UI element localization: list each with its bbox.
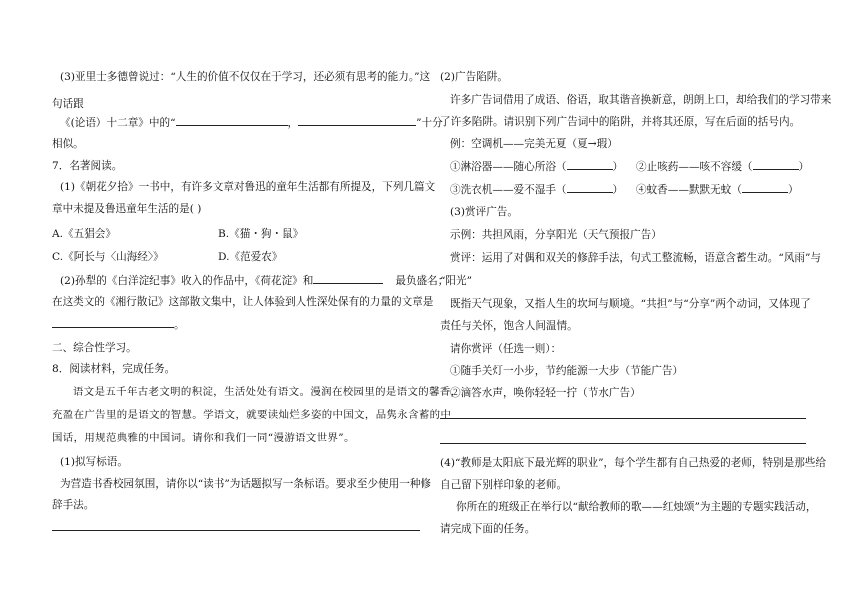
sample: 示例：共担风雨，分享阳光（天气预报广告） bbox=[450, 229, 662, 241]
q3-line3-suffix: ”十分 bbox=[416, 117, 443, 129]
q7-1-line1: (1)《朝花夕拾》一书中，有许多文章对鲁迅的童年生活都有所提及，下列几篇文 bbox=[60, 181, 436, 193]
answer-blank-ad4[interactable] bbox=[742, 182, 788, 193]
ad-3-text: ③洗衣机——爱不湿手（ bbox=[450, 184, 567, 196]
q7-1-line2: 章中未提及鲁迅童年生活的是( ) bbox=[52, 203, 202, 215]
ad-4 bbox=[636, 182, 799, 197]
ad-4-text: ④蚊香——默默无蚊（ bbox=[636, 184, 742, 196]
material-line2: 充盈在广告里的是语文的智慧。学语文，就要读灿烂多姿的中国文，品隽永含蓄的中 bbox=[52, 409, 452, 421]
q3-line2: 句话跟 bbox=[52, 98, 84, 110]
q7-2-line1-prefix: (2)孙犁的《白洋淀纪事》收入的作品中，《荷花淀》和 bbox=[60, 275, 314, 287]
review-line1: 赏评：运用了对偶和双关的修辞手法，句式工整流畅，语意含蓄生动。“风雨”与 bbox=[450, 252, 822, 264]
ad-3 bbox=[450, 182, 623, 197]
q8-title: 8．阅读材料，完成任务。 bbox=[52, 363, 176, 375]
ad-2-close: ） bbox=[798, 161, 810, 173]
option-b[interactable]: B.《猫・狗・鼠》 bbox=[218, 228, 304, 240]
answer-line-review-2[interactable] bbox=[440, 443, 806, 444]
q3-line4: 相似。 bbox=[52, 138, 84, 150]
q7-2-line2: 在这类文的《湘行散记》这部散文集中，让人体验到人性深处保有的力量的文章是 bbox=[52, 296, 434, 308]
q7-2-line3-end: 。 bbox=[174, 319, 185, 331]
ad-2-text: ②止咳药——咳不容缓（ bbox=[636, 161, 753, 173]
q8-1-heading: (1)拟写标语。 bbox=[60, 456, 128, 468]
q8-1-line2: 辞手法。 bbox=[52, 499, 95, 511]
q7-2-line1 bbox=[60, 273, 448, 288]
ad-1-close: ） bbox=[612, 161, 624, 173]
section-2-heading: 二、综合性学习。 bbox=[52, 342, 137, 354]
q8-2-heading: (2)广告陷阱。 bbox=[440, 71, 508, 83]
q3-line1: (3)亚里士多德曾说过：“人生的价值不仅仅在于学习，还必须有思考的能力。”这 bbox=[60, 71, 431, 83]
answer-blank-ad2[interactable] bbox=[753, 159, 799, 170]
q7-title: 7．名著阅读。 bbox=[52, 160, 123, 172]
q3-line3-prefix: 《(论语）十二章》中的“ bbox=[60, 117, 176, 129]
q8-4-line2: 自己留下别样印象的老师。 bbox=[440, 479, 568, 491]
material-line3: 国话，用规范典雅的中国词。请你和我们一同“漫游语文世界”。 bbox=[52, 432, 355, 444]
q8-4-line3: 你所在的班级正在举行以“献给教师的歌——红烛颂”为主题的专题实践活动， bbox=[456, 501, 817, 513]
q7-2-line1-suffix: 最负盛名； bbox=[395, 275, 449, 287]
answer-line-review-1[interactable] bbox=[440, 418, 806, 419]
ad-2 bbox=[636, 159, 809, 174]
ad-option-2: ②滴答水声，唤你轻轻一拧（节水广告） bbox=[450, 387, 641, 399]
q8-4-line4: 请完成下面的任务。 bbox=[440, 523, 536, 535]
ad-3-close: ） bbox=[612, 184, 624, 196]
q8-1-line1: 为营造书香校园氛围，请你以“读书”为话题拟写一条标语。要求至少使用一种修 bbox=[60, 478, 432, 490]
review-line2: “阳光” bbox=[440, 275, 473, 287]
answer-blank-4[interactable] bbox=[52, 317, 174, 328]
q3-line3-comma: ， bbox=[287, 117, 299, 129]
answer-blank-ad3[interactable] bbox=[567, 182, 613, 193]
q8-3-heading: (3)赏评广告。 bbox=[450, 206, 518, 218]
q3-line3 bbox=[60, 115, 443, 130]
ad-4-close: ） bbox=[787, 184, 799, 196]
example: 例：空调机——完美无夏（夏→瑕） bbox=[450, 138, 618, 150]
review-line4: 责任与关怀，饱含人间温情。 bbox=[440, 320, 578, 332]
q8-2-line2: 了许多陷阱。请识别下列广告词中的陷阱，并将其还原，写在后面的括号内。 bbox=[440, 116, 801, 128]
q7-2-line3 bbox=[52, 317, 185, 332]
ad-option-1: ①随手关灯一小步，节约能源一大步（节能广告） bbox=[450, 365, 684, 377]
option-c[interactable]: C.《阿长与〈山海经〉》 bbox=[52, 251, 164, 263]
q8-4-line1: (4)“教师是太阳底下最光辉的职业”，每个学生都有自己热爱的老师，特别是那些给 bbox=[440, 457, 827, 469]
choose-prompt: 请你赏评（任选一则）： bbox=[450, 343, 562, 355]
ad-1-text: ①淋浴器——随心所浴（ bbox=[450, 161, 567, 173]
review-line3: 既指天气现象，又指人生的坎坷与顺境。“共担”与“分享”两个动词，又体现了 bbox=[450, 298, 811, 310]
q8-2-line1: 许多广告词借用了成语、俗语，取其谐音换新意，朗朗上口，却给我们的学习带来 bbox=[450, 94, 832, 106]
answer-line-slogan[interactable] bbox=[52, 530, 420, 531]
answer-blank-ad1[interactable] bbox=[567, 159, 613, 170]
answer-blank-1[interactable] bbox=[176, 115, 288, 126]
material-line1: 语文是五千年古老文明的积淀，生活处处有语文。漫润在校园里的是语文的馨香， bbox=[73, 386, 462, 398]
option-a[interactable]: A.《五猖会》 bbox=[52, 228, 116, 240]
ad-1 bbox=[450, 159, 623, 174]
option-d[interactable]: D.《范爱农》 bbox=[218, 251, 283, 263]
answer-blank-3[interactable] bbox=[313, 273, 383, 284]
answer-blank-2[interactable] bbox=[298, 115, 416, 126]
